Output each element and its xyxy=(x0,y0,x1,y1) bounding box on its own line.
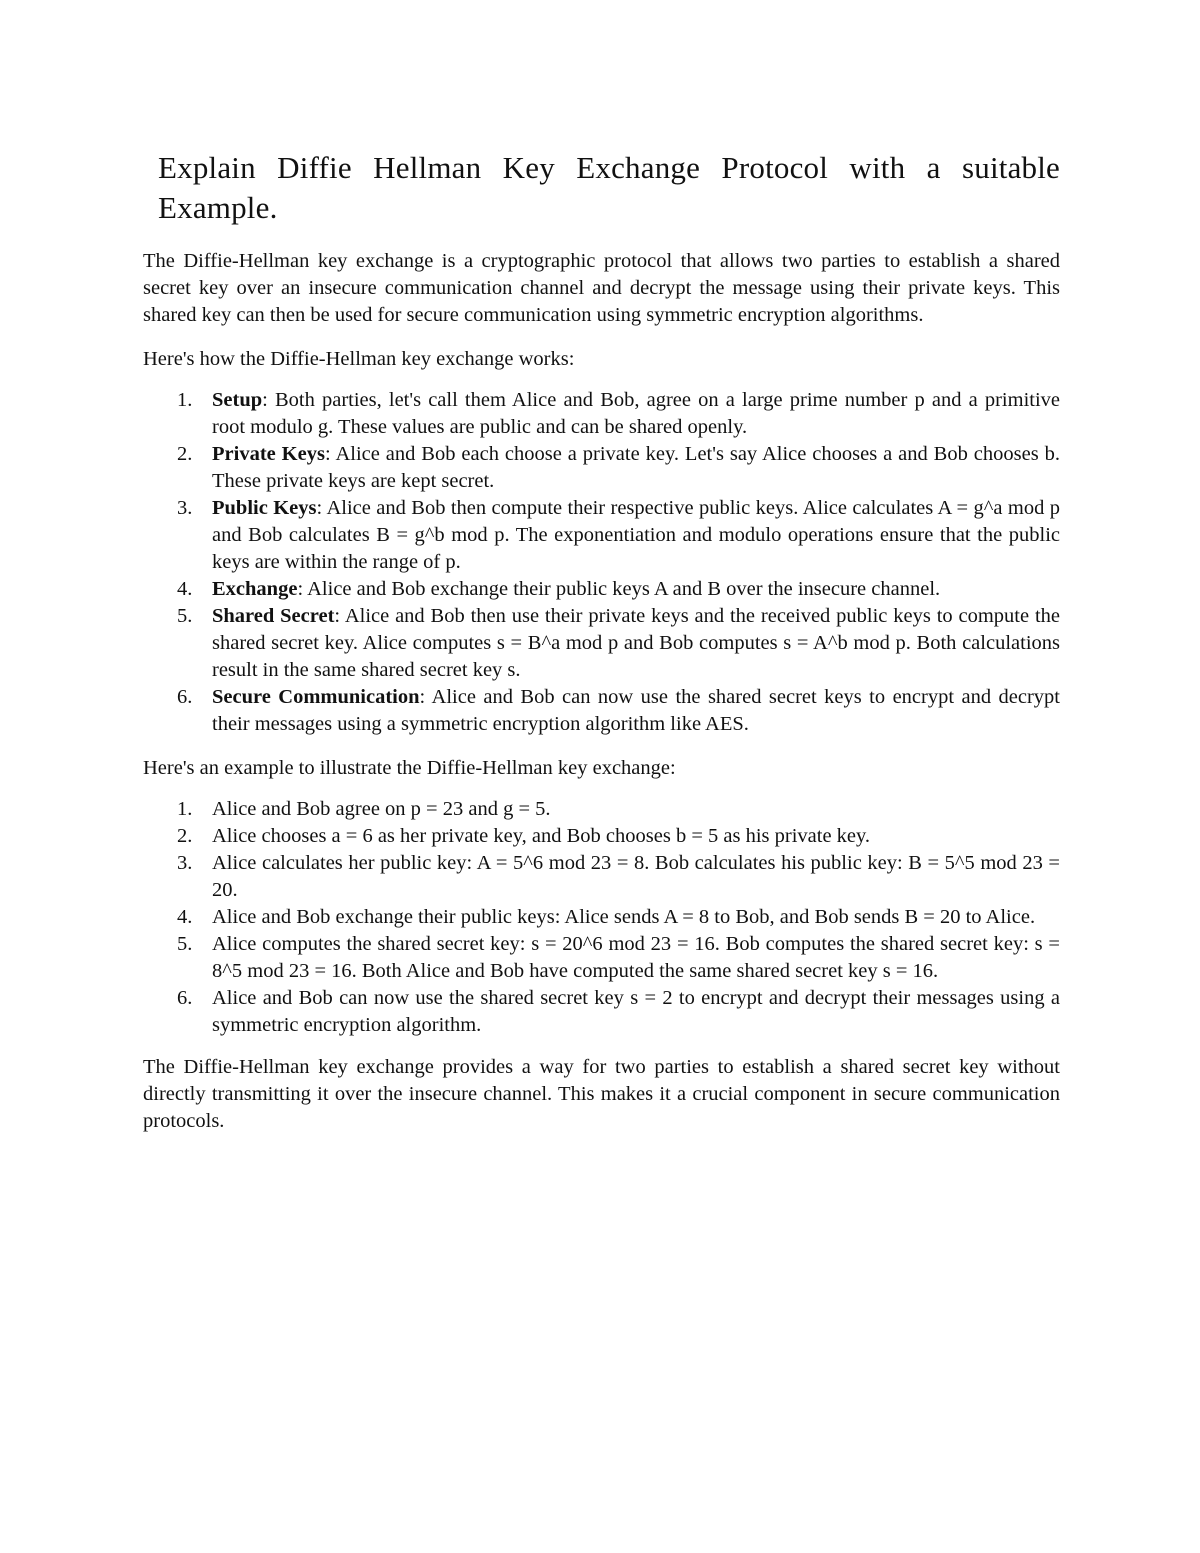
list-item-number: 5. xyxy=(177,933,193,955)
how-it-works-lead: Here's how the Diffie-Hellman key exchange works: xyxy=(143,348,575,370)
list-item xyxy=(143,441,1060,495)
list-item xyxy=(143,387,1060,441)
list-item-number: 6. xyxy=(177,686,193,708)
list-item xyxy=(143,684,1060,738)
step-text: : Alice and Bob can now use the shared secret keys to encrypt and decrypt their messages using a symmetric encryption algorithm like AES. xyxy=(212,686,1060,735)
step-term: Shared Secret xyxy=(212,605,335,627)
example-text: Alice computes the shared secret key: s = 20^6 mod 23 = 16. Bob computes the shared secret key: s = 8^5 mod 23 = 16. Both Alice and Bob have computed the same shared secret key s = 16. xyxy=(212,933,1060,982)
list-item xyxy=(143,603,1060,684)
step-text: : Alice and Bob each choose a private key. Let's say Alice chooses a and Bob chooses b. These private keys are kept secret. xyxy=(212,443,1060,492)
step-term: Public Keys xyxy=(212,497,317,519)
intro-paragraph: The Diffie-Hellman key exchange is a cryptographic protocol that allows two parties to establish a shared secret key over an insecure communication channel and decrypt the message using their private keys. This shared key can then be used for secure communication using symmetric encryption algorithms. xyxy=(143,250,1060,326)
step-term: Private Keys xyxy=(212,443,325,465)
list-item xyxy=(143,850,1060,904)
page-title: Explain Diffie Hellman Key Exchange Protocol with a suitable Example. xyxy=(158,150,1060,225)
example-text: Alice and Bob exchange their public keys: Alice sends A = 8 to Bob, and Bob sends B = 20 to Alice. xyxy=(212,906,1036,928)
closing-paragraph: The Diffie-Hellman key exchange provides a way for two parties to establish a shared secret key without directly transmitting it over the insecure channel. This makes it a crucial component in secure communication protocols. xyxy=(143,1056,1060,1132)
list-item xyxy=(143,904,1060,931)
example-text: Alice and Bob can now use the shared secret key s = 2 to encrypt and decrypt their messages using a symmetric encryption algorithm. xyxy=(212,987,1060,1036)
step-term: Secure Communication xyxy=(212,686,420,708)
example-text: Alice chooses a = 6 as her private key, and Bob chooses b = 5 as his private key. xyxy=(212,825,871,847)
list-item-number: 6. xyxy=(177,987,193,1009)
list-item xyxy=(143,823,1060,850)
list-item xyxy=(143,576,1060,603)
list-item xyxy=(143,495,1060,576)
list-item-number: 4. xyxy=(177,906,193,928)
step-term: Exchange xyxy=(212,578,298,600)
list-item xyxy=(143,796,1060,823)
step-text: : Alice and Bob then use their private keys and the received public keys to compute the shared secret key. Alice computes s = B^a mod p and Bob computes s = A^b mod p. Both calculations result in the same shared secret key s. xyxy=(212,605,1060,681)
list-item-number: 2. xyxy=(177,443,193,465)
list-item-number: 4. xyxy=(177,578,193,600)
document-page xyxy=(143,148,1060,1135)
example-lead: Here's an example to illustrate the Diffie-Hellman key exchange: xyxy=(143,757,676,779)
list-item-number: 3. xyxy=(177,497,193,519)
list-item xyxy=(143,985,1060,1039)
steps-list xyxy=(143,387,1060,738)
step-text: : Both parties, let's call them Alice and Bob, agree on a large prime number p and a primitive root modulo g. These values are public and can be shared openly. xyxy=(212,389,1060,438)
step-text: : Alice and Bob exchange their public keys A and B over the insecure channel. xyxy=(297,578,941,600)
list-item-number: 3. xyxy=(177,852,193,874)
list-item xyxy=(143,931,1060,985)
step-term: Setup xyxy=(212,389,263,411)
list-item-number: 1. xyxy=(177,798,193,820)
list-item-number: 5. xyxy=(177,605,193,627)
example-text: Alice calculates her public key: A = 5^6 mod 23 = 8. Bob calculates his public key: B = 5^5 mod 23 = 20. xyxy=(212,852,1060,901)
example-text: Alice and Bob agree on p = 23 and g = 5. xyxy=(212,798,551,820)
example-list xyxy=(143,796,1060,1039)
list-item-number: 1. xyxy=(177,389,193,411)
list-item-number: 2. xyxy=(177,825,193,847)
step-text: : Alice and Bob then compute their respective public keys. Alice calculates A = g^a mod p and Bob calculates B = g^b mod p. The exponentiation and modulo operations ensure that the public keys are within the range of p. xyxy=(212,497,1060,573)
